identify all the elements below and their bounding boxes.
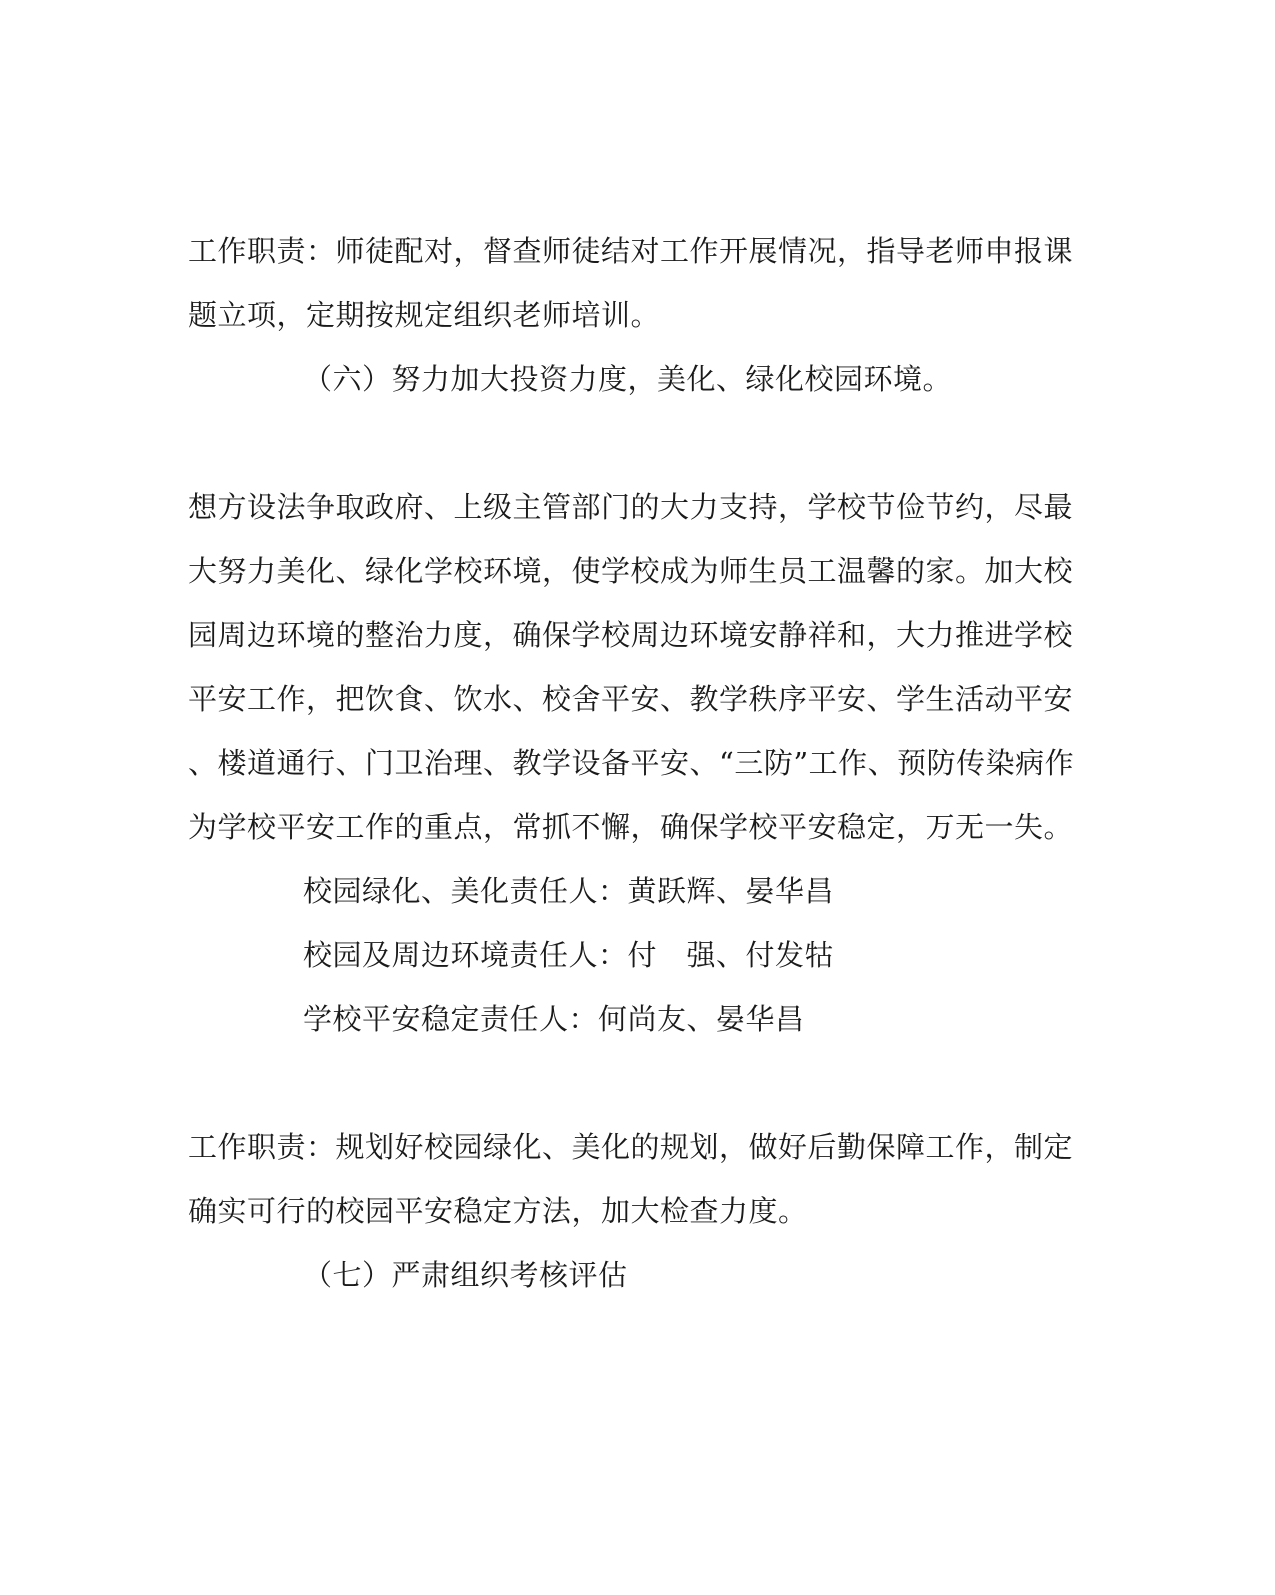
body-text-line: 工作职责：师徒配对，督查师徒结对工作开展情况，指导老师申报课 <box>188 234 1074 268</box>
body-text-line: 大努力美化、绿化学校环境，使学校成为师生员工温馨的家。加大校 <box>188 554 1074 588</box>
responsible-person-line: 校园绿化、美化责任人：黄跃辉、晏华昌 <box>303 874 835 908</box>
body-text-line: 工作职责：规划好校园绿化、美化的规划，做好后勤保障工作，制定 <box>188 1130 1074 1164</box>
body-text-line: 、楼道通行、门卫治理、教学设备平安、“三防”工作、预防传染病作 <box>188 746 1075 780</box>
responsible-person-line: 校园及周边环境责任人：付 强、付发牯 <box>303 938 835 972</box>
body-text-line: 想方设法争取政府、上级主管部门的大力支持，学校节俭节约，尽最 <box>188 490 1074 524</box>
section-heading: （六）努力加大投资力度，美化、绿化校园环境。 <box>303 362 953 396</box>
body-text-line: 园周边环境的整治力度，确保学校周边环境安静祥和，大力推进学校 <box>188 618 1074 652</box>
body-text-line: 题立项，定期按规定组织老师培训。 <box>188 298 661 332</box>
responsible-person-line: 学校平安稳定责任人：何尚友、晏华昌 <box>303 1002 805 1036</box>
body-text-line: 为学校平安工作的重点，常抓不懈，确保学校平安稳定，万无一失。 <box>188 810 1074 844</box>
body-text-line: 平安工作，把饮食、饮水、校舍平安、教学秩序平安、学生活动平安 <box>188 682 1074 716</box>
section-heading: （七）严肃组织考核评估 <box>303 1258 628 1292</box>
body-text-line: 确实可行的校园平安稳定方法，加大检查力度。 <box>188 1194 808 1228</box>
